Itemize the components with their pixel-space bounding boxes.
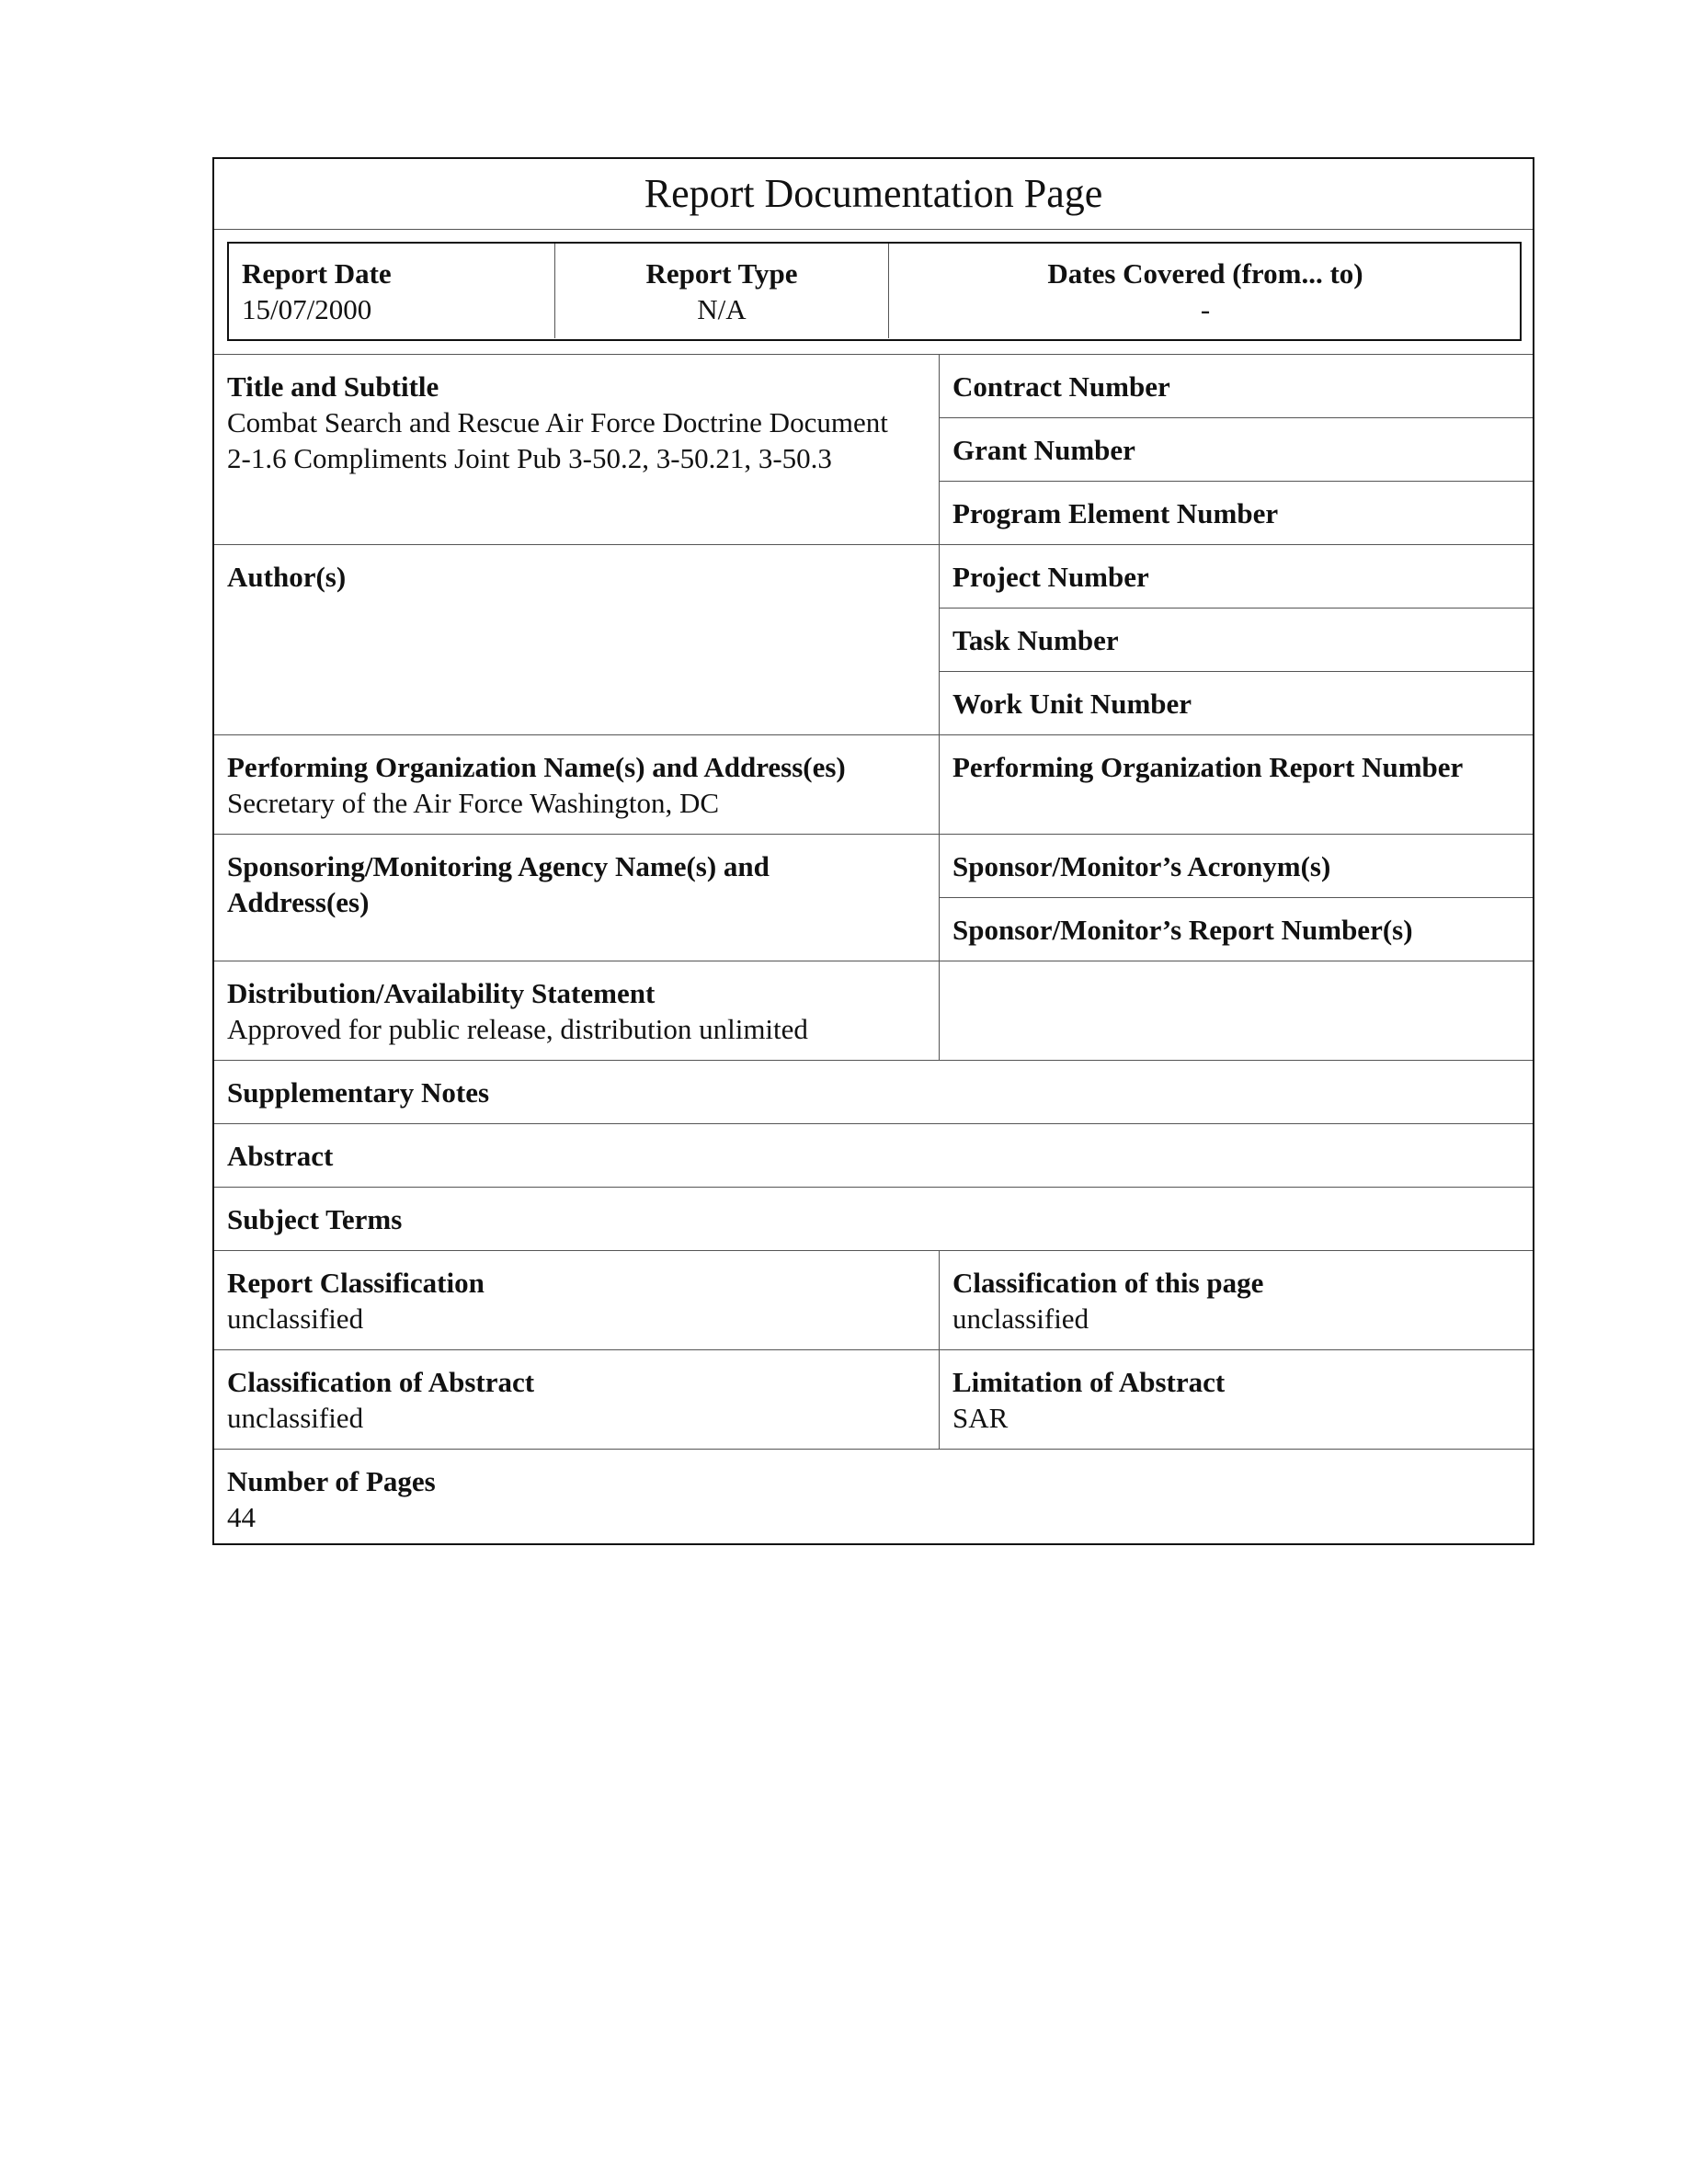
- title-subtitle-field: [227, 369, 935, 476]
- performing-org-field: [227, 749, 935, 821]
- report-summary-box: [227, 242, 1522, 341]
- performing-org-report-number-label: Performing Organization Report Number: [952, 751, 1464, 783]
- subject-terms-label: Subject Terms: [227, 1203, 403, 1235]
- number-of-pages-value: 44: [227, 1501, 256, 1533]
- sponsoring-agency-label-line2: Address(es): [227, 886, 370, 918]
- title-subtitle-value-line2: 2-1.6 Compliments Joint Pub 3-50.2, 3-50.21, 3-50.3: [227, 442, 832, 474]
- divider: [939, 897, 1533, 898]
- abstract-classification-field: [227, 1364, 534, 1436]
- distribution-field: [227, 975, 808, 1047]
- task-number-label: Task Number: [952, 624, 1119, 656]
- page-classification-field: [952, 1265, 1263, 1337]
- sponsor-report-number-label: Sponsor/Monitor’s Report Number(s): [952, 914, 1413, 946]
- report-classification-value: unclassified: [227, 1302, 364, 1335]
- abstract-limitation-field: [952, 1364, 1225, 1436]
- supplementary-notes-label: Supplementary Notes: [227, 1076, 490, 1109]
- distribution-label: Distribution/Availability Statement: [227, 977, 656, 1009]
- report-classification-label: Report Classification: [227, 1267, 485, 1299]
- divider: [214, 229, 1533, 230]
- number-of-pages-label: Number of Pages: [227, 1465, 436, 1497]
- divider: [939, 417, 1533, 418]
- abstract-classification-value: unclassified: [227, 1402, 364, 1434]
- dates-covered-field: [890, 256, 1521, 327]
- divider: [214, 1449, 1533, 1450]
- divider: [214, 1123, 1533, 1124]
- title-subtitle-value-line1: Combat Search and Rescue Air Force Doctrine Document: [227, 406, 888, 438]
- grant-number-label: Grant Number: [952, 434, 1135, 466]
- divider: [939, 608, 1533, 609]
- divider: [214, 354, 1533, 355]
- divider: [939, 354, 940, 1060]
- divider: [214, 734, 1533, 735]
- dates-covered-value: -: [1200, 293, 1211, 325]
- program-element-number-label: Program Element Number: [952, 497, 1279, 529]
- page-title: Report Documentation Page: [644, 171, 1103, 216]
- sponsoring-agency-label-line1: Sponsoring/Monitoring Agency Name(s) and: [227, 850, 770, 882]
- report-date-label: Report Date: [242, 257, 392, 290]
- divider: [939, 1250, 940, 1449]
- divider: [214, 1060, 1533, 1061]
- abstract-limitation-value: SAR: [952, 1402, 1009, 1434]
- project-number-label: Project Number: [952, 561, 1149, 593]
- report-documentation-form: [212, 157, 1534, 1545]
- divider: [214, 834, 1533, 835]
- divider: [214, 1250, 1533, 1251]
- divider: [554, 244, 555, 338]
- divider: [214, 1187, 1533, 1188]
- divider: [939, 671, 1533, 672]
- report-type-field: [556, 256, 887, 327]
- performing-org-value: Secretary of the Air Force Washington, DC: [227, 787, 720, 819]
- divider: [214, 1349, 1533, 1350]
- abstract-limitation-label: Limitation of Abstract: [952, 1366, 1226, 1398]
- divider: [214, 544, 1533, 545]
- divider: [939, 481, 1533, 482]
- report-date-value: 15/07/2000: [242, 293, 372, 325]
- report-classification-field: [227, 1265, 485, 1337]
- page-classification-label: Classification of this page: [952, 1267, 1264, 1299]
- distribution-value: Approved for public release, distribution unlimited: [227, 1013, 808, 1045]
- sponsor-acronym-label: Sponsor/Monitor’s Acronym(s): [952, 850, 1331, 882]
- work-unit-number-label: Work Unit Number: [952, 688, 1192, 720]
- report-date-field: [242, 256, 392, 327]
- authors-label: Author(s): [227, 561, 347, 593]
- title-subtitle-label: Title and Subtitle: [227, 370, 439, 403]
- abstract-classification-label: Classification of Abstract: [227, 1366, 535, 1398]
- report-type-value: N/A: [697, 293, 747, 325]
- number-of-pages-field: [227, 1463, 436, 1535]
- abstract-label: Abstract: [227, 1140, 334, 1172]
- dates-covered-label: Dates Covered (from... to): [1047, 257, 1363, 290]
- report-type-label: Report Type: [645, 257, 798, 290]
- sponsoring-agency-field: [227, 848, 935, 920]
- contract-number-label: Contract Number: [952, 370, 1170, 403]
- page-classification-value: unclassified: [952, 1302, 1089, 1335]
- divider: [888, 244, 889, 338]
- performing-org-label: Performing Organization Name(s) and Address(es): [227, 751, 846, 783]
